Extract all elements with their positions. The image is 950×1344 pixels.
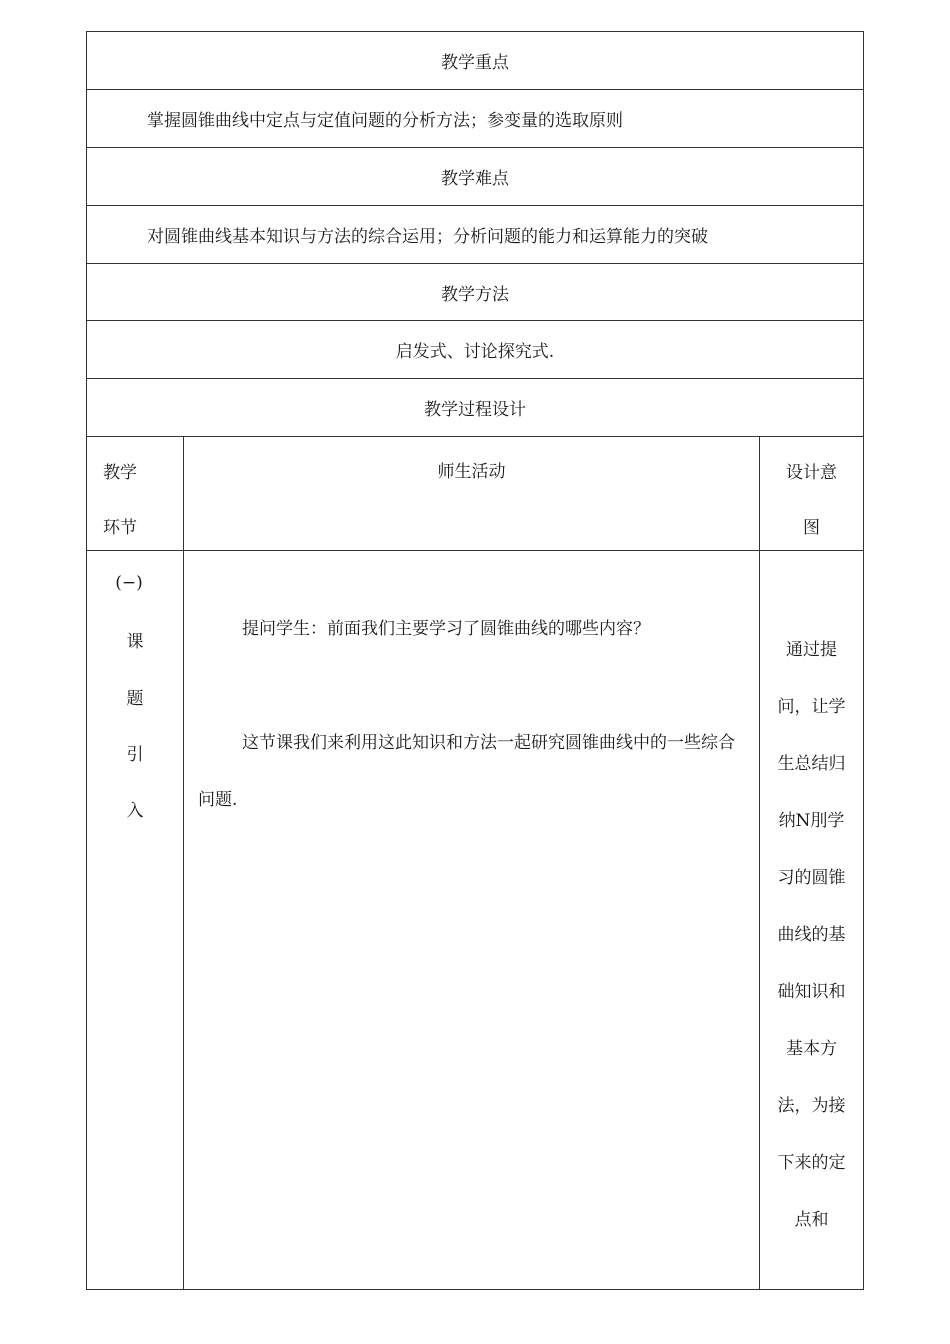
activity-column-header [184,436,759,550]
intent-line: 纳N刖学 [778,811,845,831]
methods-content: 启发式、讨论探究式. [395,342,555,362]
intent-line: 问，让学 [777,697,846,717]
stage-char-3: 引 [126,745,144,765]
stage-char-4: 入 [126,801,144,821]
key-points-content: 掌握圆锥曲线中定点与定值问题的分析方法；参变量的选取原则 [147,111,623,131]
stage-number: (−) [115,573,143,593]
process-heading-text: 教学过程设计 [424,400,526,420]
stage-char-1: 课 [126,632,144,652]
key-points-text [87,90,863,148]
intent-line: 习的圆锥 [777,868,846,888]
header-divider [87,550,863,551]
difficulties-heading [87,148,863,206]
methods-heading-text: 教学方法 [441,284,509,305]
methods-text [87,321,863,379]
difficulties-heading-text: 教学难点 [441,169,509,189]
stage-column-header [87,436,183,550]
key-points-heading [87,32,863,90]
intent-line: 曲线的基 [777,925,846,945]
activity-header-text: 师生活动 [437,462,506,482]
methods-heading [87,264,863,321]
intent-line: 法，为接 [777,1096,846,1116]
difficulties-text [87,206,863,264]
intent-line: 基本方 [786,1039,837,1059]
intent-header-line2: 图 [803,518,820,538]
intent-line: 础知识和 [777,982,846,1002]
activity-paragraph-2: 这节课我们来利用这此知识和方法一起研究圆锥曲线中的一些综合问题. [198,733,735,810]
intent-line: 下来的定 [777,1153,846,1173]
process-heading [87,379,863,437]
key-points-heading-text: 教学重点 [441,53,509,73]
intent-line: 生总结归 [777,754,846,774]
stage-header-line2: 环节 [103,518,137,538]
intent-line: 点和 [794,1210,829,1230]
intent-column-header [760,436,863,550]
activity-paragraph-1: 提问学生：前面我们主要学习了圆锥曲线的哪些内容？ [242,619,650,639]
difficulties-content: 对圆锥曲线基本知识与方法的综合运用；分析问题的能力和运算能力的突破 [147,227,708,247]
intent-line: 通过提 [786,640,837,660]
column-divider-1 [183,436,184,1289]
intent-header-line1: 设计意 [786,463,837,483]
stage-char-2: 题 [126,689,144,709]
lesson-plan-table [86,31,864,1290]
stage-header-line1: 教学 [103,463,137,483]
